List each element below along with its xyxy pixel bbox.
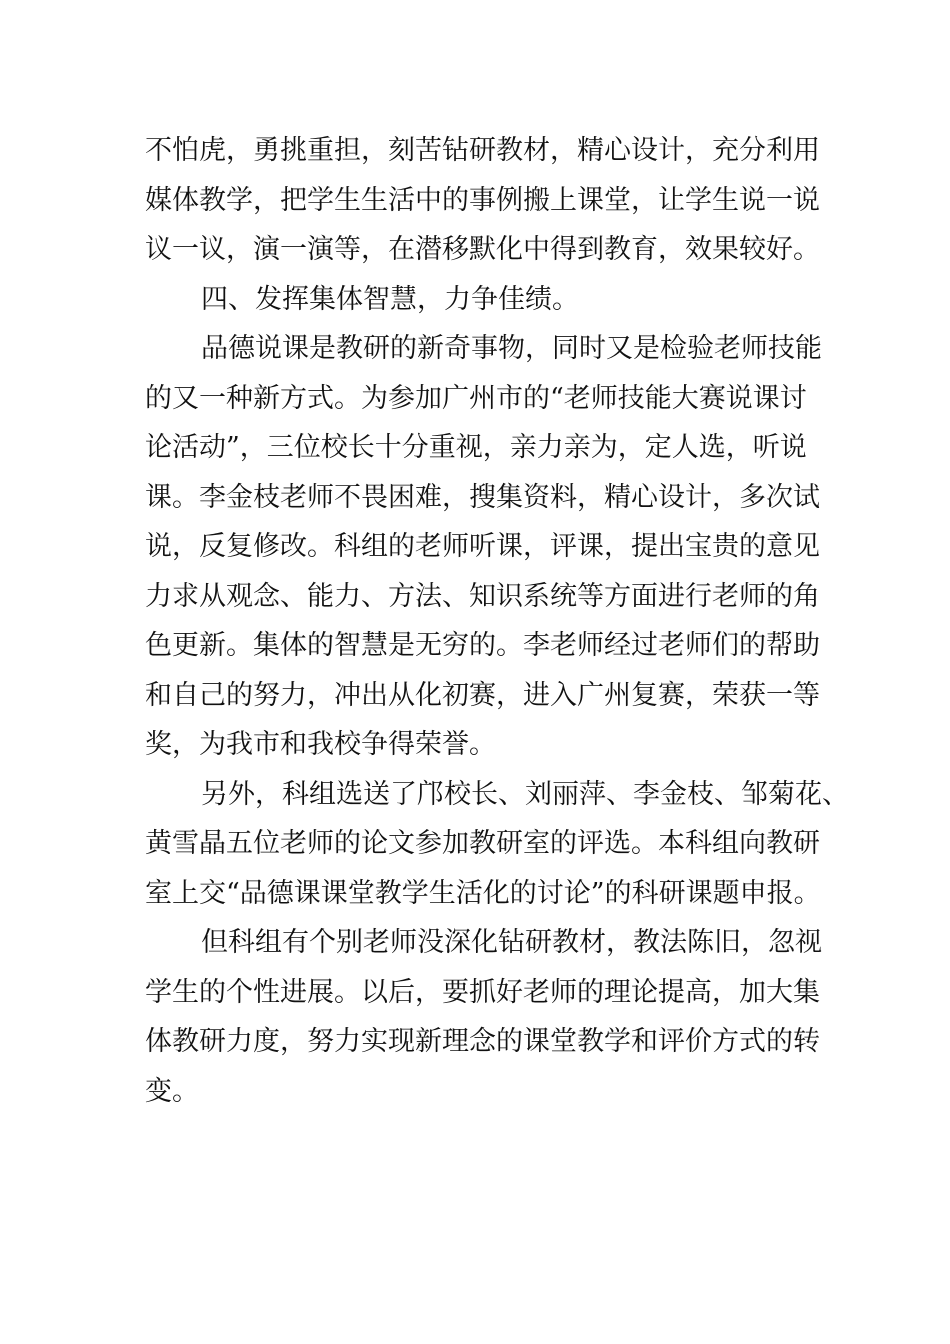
text-line: 说，反复修改。科组的老师听课，评课，提出宝贵的意见 bbox=[145, 531, 820, 562]
document-body bbox=[145, 126, 849, 1116]
paragraph-4 bbox=[145, 770, 849, 919]
text-line: 体教研力度，努力实现新理念的课堂教学和评价方式的转 bbox=[145, 1026, 820, 1057]
paragraph-3 bbox=[145, 324, 825, 770]
section-heading bbox=[145, 275, 825, 325]
text-line: 色更新。集体的智慧是无穷的。李老师经过老师们的帮助 bbox=[145, 630, 820, 661]
text-line: 媒体教学，把学生生活中的事例搬上课堂，让学生说一说 bbox=[145, 184, 820, 216]
text-line: 变。 bbox=[145, 1075, 199, 1107]
text-line: 课。李金枝老师不畏困难，搜集资料，精心设计，多次试 bbox=[145, 481, 820, 513]
text-line: 品德说课是教研的新奇事物，同时又是检验老师技能 bbox=[201, 333, 822, 364]
text-line: 学生的个性进展。以后，要抓好老师的理论提高，加大集 bbox=[145, 976, 820, 1008]
text-line: 但科组有个别老师没深化钻研教材，教法陈旧，忽视 bbox=[201, 927, 822, 958]
text-line: 不怕虎，勇挑重担，刻苦钻研教材，精心设计，充分利用 bbox=[145, 135, 820, 166]
text-line: 另外，科组选送了邝校长、刘丽萍、李金枝、邹菊花、 bbox=[201, 778, 849, 810]
text-line: 和自己的努力，冲出从化初赛，进入广州复赛，荣获一等 bbox=[145, 679, 820, 711]
text-line: 黄雪晶五位老师的论文参加教研室的评选。本科组向教研 bbox=[145, 828, 820, 859]
text-line: 议一议，演一演等，在潜移默化中得到教育，效果较好。 bbox=[145, 234, 820, 265]
paragraph-1 bbox=[145, 126, 825, 275]
text-line: 的又一种新方式。为参加广州市的“老师技能大赛说课讨 bbox=[145, 382, 807, 414]
text-line: 奖，为我市和我校争得荣誉。 bbox=[145, 729, 496, 760]
section-heading-text: 四、发挥集体智慧，力争佳绩。 bbox=[201, 283, 579, 315]
text-line: 论活动”，三位校长十分重视，亲力亲为，定人选，听说 bbox=[145, 432, 807, 463]
text-line: 力求从观念、能力、方法、知识系统等方面进行老师的角 bbox=[145, 580, 820, 612]
text-line: 室上交“品德课课堂教学生活化的讨论”的科研课题申报。 bbox=[145, 877, 821, 909]
paragraph-5 bbox=[145, 918, 825, 1116]
